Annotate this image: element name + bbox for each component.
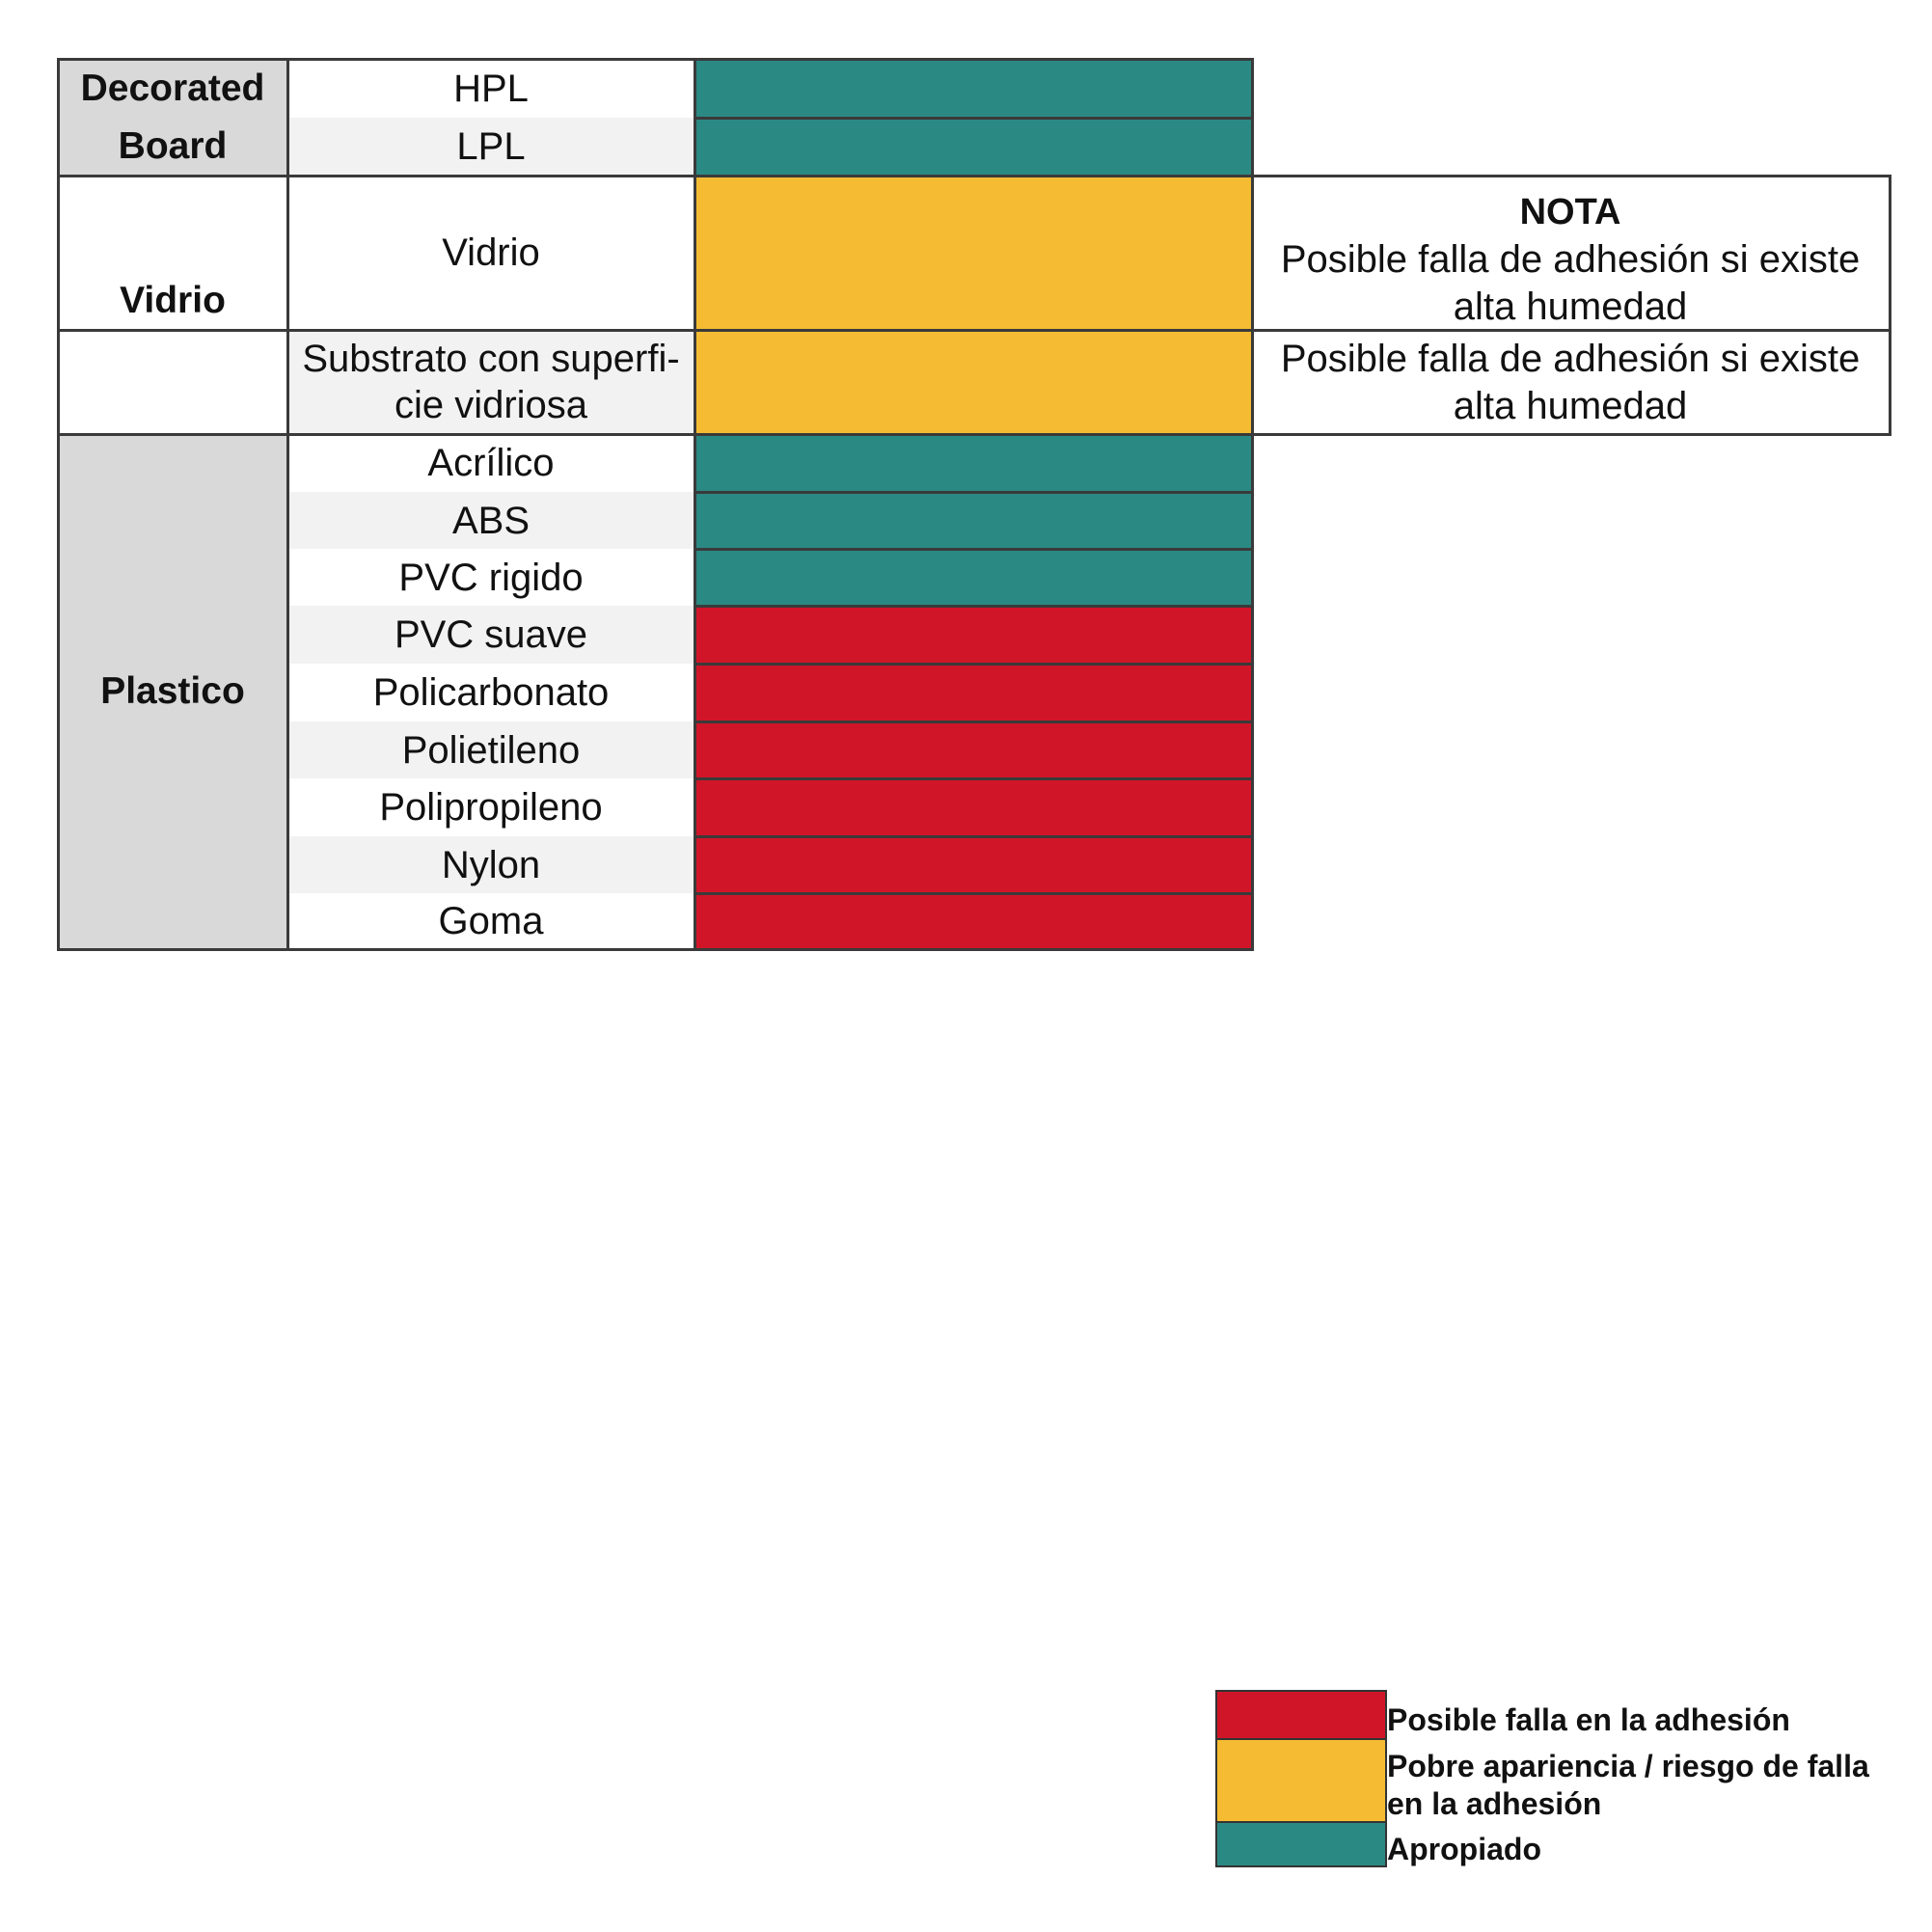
note-text: alta humedad [1453,286,1688,328]
legend-swatch-warn [1215,1738,1387,1823]
legend-swatch-good [1215,1821,1387,1867]
group-label: Decorated Board [80,68,265,167]
legend-label-good: Apropiado [1387,1832,1541,1866]
material-cell: Acrílico [287,434,694,492]
legend-swatch-bad [1215,1690,1387,1740]
status-cell [694,606,1252,664]
status-cell [694,60,1252,118]
group-decorated-board [58,60,287,176]
group-vidrio [58,176,287,330]
material-cell: LPL [287,118,694,176]
status-cell [694,664,1252,721]
material-cell: Polipropileno [287,778,694,836]
status-cell [694,176,1252,330]
material-cell: Policarbonato [287,664,694,721]
group-plastico [58,434,287,949]
status-cell [694,118,1252,176]
material-cell: Polietileno [287,721,694,778]
status-cell [694,330,1252,434]
status-cell [694,549,1252,606]
note-text: Posible falla de adhesión si existe [1280,338,1861,380]
status-cell [694,492,1252,549]
material-cell: ABS [287,492,694,549]
material-cell: Substrato con superfi-cie vidriosa [287,330,694,434]
group-label: Plastico [100,670,245,712]
legend-label-warn: Pobre apariencia / riesgo de falla en la adhesión [1387,1749,1869,1821]
material-cell: PVC suave [287,606,694,664]
group-label: Vidrio [120,280,226,321]
material-cell: Nylon [287,836,694,893]
status-cell [694,434,1252,492]
legend-label-bad: Posible falla en la adhesión [1387,1702,1790,1737]
material-cell: HPL [287,60,694,118]
status-cell [694,721,1252,778]
material-cell: Goma [287,893,694,949]
status-cell [694,778,1252,836]
group-blank-cell [58,330,287,434]
note-text: alta humedad [1453,385,1688,427]
material-cell: Vidrio [287,176,694,330]
note-substrato [1252,330,1889,434]
status-cell [694,836,1252,893]
status-cell [694,893,1252,949]
note-text: Posible falla de adhesión si existe [1280,238,1861,281]
note-heading: NOTA [1519,192,1621,232]
note-vidrio [1252,176,1889,330]
material-cell: PVC rigido [287,549,694,606]
